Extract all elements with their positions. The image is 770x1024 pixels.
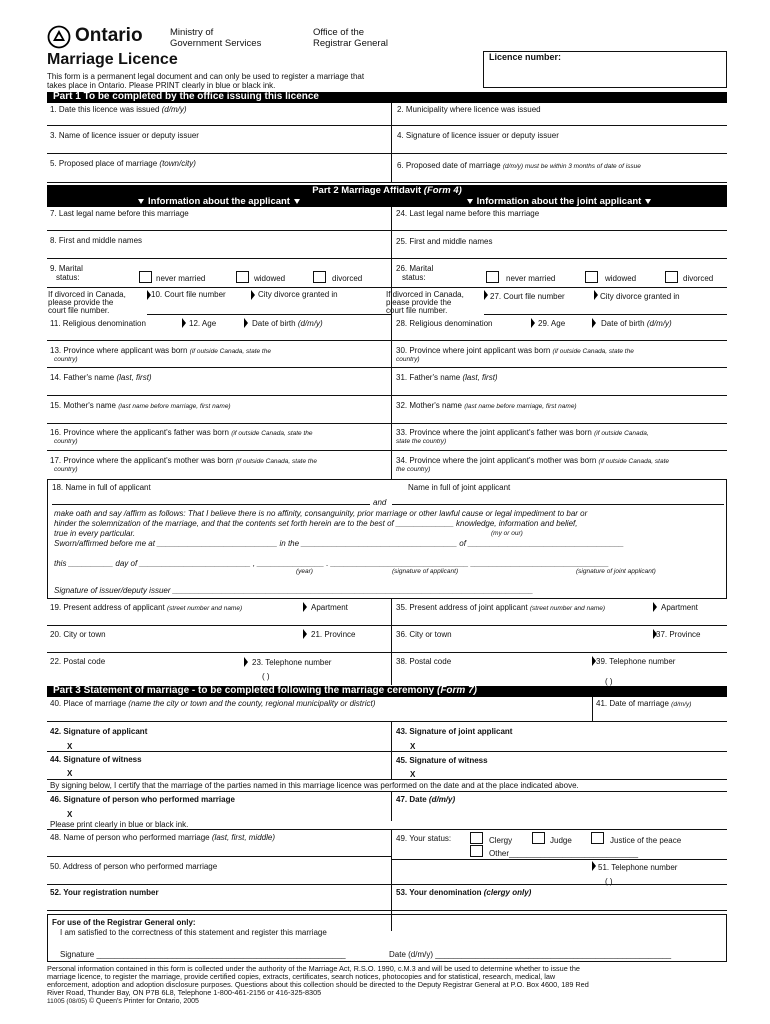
field-45-x[interactable]: X [410,770,416,779]
field-9-label: 9. Marital [50,264,83,273]
field-31-label: 31. Father's name (last, first) [396,373,498,382]
field-13-label: 13. Province where applicant was born (if outside Canada, state the [50,346,271,355]
registrar-date[interactable]: Date (d/m/y) _____________________________________________________ [389,950,672,959]
privacy-notice-4: River Road, Thunder Bay, ON P7B 6L8, Telephone 1-800-461-2156 or 416-325-8305 [47,988,322,997]
office-line1: Office of the [313,27,365,38]
field-27-label: 27. Court file number [490,292,565,301]
field-37-label: 37. Province [656,630,701,639]
field-35-line[interactable] [391,625,727,626]
judge-label: Judge [550,836,572,845]
field-11-label: 11. Religious denomination [50,319,146,328]
field-1-line[interactable] [47,125,391,126]
field-26-label: 26. Marital [396,264,434,273]
field-51-label: 51. Telephone number [598,863,678,872]
joint-divorced-label: divorced [683,274,714,283]
joint-never-married-checkbox[interactable] [486,271,499,283]
print-clearly-note: Please print clearly in blue or black ink. [50,820,189,829]
widowed-label: widowed [254,274,286,283]
down-arrow-icon [294,199,300,204]
joint-divorce-note-2: please provide the [386,298,452,307]
field-19-line[interactable] [47,625,391,626]
field-32-line[interactable] [391,423,727,424]
field-43-x[interactable]: X [410,742,416,751]
never-married-label: never married [156,274,206,283]
office-line2: Registrar General [313,38,388,49]
my-or-our: (my or our) [491,530,523,537]
field-25-line[interactable] [391,258,727,259]
arrow-icon [531,318,535,328]
field-43-label: 43. Signature of joint applicant [396,727,513,736]
joint-divorce-note-3: court file number. [386,306,448,315]
intro-line2: takes place in Ontario. Please PRINT clearly in blue or black ink. [47,81,276,90]
field-29-label: 29. Age [538,319,566,328]
field-35-label: 35. Present address of joint applicant (street number and name) [396,603,606,612]
widowed-checkbox[interactable] [236,271,249,283]
field-47-label: 47. Date (d/m/y) [396,795,456,804]
field-22-label: 22. Postal code [50,657,106,666]
part1-header: Part 1 To be completed by the office issuing this licence [47,92,727,103]
field-49-label: 49. Your status: [396,834,452,843]
field-53-label: 53. Your denomination (clergy only) [396,888,532,897]
divorce-note-1: If divorced in Canada, [48,290,126,299]
field-28-label: 28. Religious denomination [396,319,493,328]
print-clearly-line [47,829,727,830]
joint-apartment-label: Apartment [661,603,698,612]
field-8-line[interactable] [47,258,391,259]
ministry-line1: Ministry of [170,27,214,38]
down-arrow-icon [138,199,144,204]
address-divider [391,599,392,685]
joint-divorce-line[interactable] [484,314,727,315]
field-24-line[interactable] [391,230,727,231]
field-33-hint: state the country) [396,438,447,445]
joint-widowed-label: widowed [605,274,637,283]
other-label[interactable]: Other_____________________________ [489,849,639,858]
field-16-hint: country) [54,438,78,445]
arrow-icon [244,657,248,667]
licence-number-label: Licence number: [489,52,562,62]
arrow-icon [484,290,488,300]
field-10-label: 10. Court file number [151,290,226,299]
registrar-signature[interactable]: Signature ________________________________________________________ [60,950,346,959]
form-title: Marriage Licence [47,51,178,68]
arrow-icon [653,602,657,612]
arrow-icon [303,602,307,612]
telephone-paren[interactable]: ( ) [262,672,270,681]
field-5-line[interactable] [47,182,391,183]
field-24-label: 24. Last legal name before this marriage [396,209,540,218]
field-36-line[interactable] [391,652,727,653]
ontario-trillium-logo [47,25,71,49]
joint-telephone-paren[interactable]: ( ) [605,677,613,686]
arrow-icon [251,290,255,300]
part3-header: Part 3 Statement of marriage - to be completed following the marriage ceremony (Form 7) [47,686,727,697]
oath-line-1: make oath and say /affirm as follows: That I believe there is no affinity, consanguinity, prior marriage or other lawful cause or legal impediment to bar or [54,509,588,518]
joint-signature-caption: (signature of joint applicant) [576,568,656,575]
privacy-notice-1: Personal information contained in this form is collected under the authority of the Marriage Act, R.S.O. 1990, c.M.3 and will be used to determine whether to issue the [47,964,580,973]
field-19-label: 19. Present address of applicant (street number and name) [50,603,243,612]
clergy-checkbox[interactable] [470,832,483,844]
field-14-line[interactable] [47,395,391,396]
field-48-label: 48. Name of person who performed marriage (last, first, middle) [50,833,275,842]
field-50-label: 50. Address of person who performed marriage [50,862,218,871]
divorce-note-2: please provide the [48,298,114,307]
field-2-line[interactable] [391,125,727,126]
signature-line-1 [47,751,727,752]
year-caption: (year) [296,568,313,575]
field-38-label: 38. Postal code [396,657,452,666]
privacy-notice-3: enforcement, adoption and adoption disclosure purposes. Questions about this collection should be directed to the Deputy Registrar General at P.O. Box 4600, 189 Red [47,980,589,989]
field-41-divider [592,697,593,721]
field-40-line[interactable] [47,721,727,722]
field-31-line[interactable] [391,395,727,396]
part3-divider [391,721,392,779]
arrow-icon [592,861,596,871]
justice-of-peace-label: Justice of the peace [610,836,682,845]
field-42-label: 42. Signature of applicant [50,727,148,736]
field-20-line[interactable] [47,652,391,653]
intro-line1: This form is a permanent legal document and can only be used to register a marriage that [47,72,365,81]
field-9-line [47,287,391,288]
field-39-label: 39. Telephone number [596,657,676,666]
field-46-x[interactable]: X [67,810,73,819]
this-day-line[interactable]: this __________ day of _________________________ , _______________ . _______________________________ _______________________________ [54,559,609,568]
registrar-text: I am satisfied to the correctness of this statement and register this marriage [60,928,327,937]
applicant-name-line[interactable] [52,504,370,505]
arrow-icon [594,290,598,300]
arrow-icon [182,318,186,328]
field-30-hint: country) [396,356,420,363]
field-20-label: 20. City or town [50,630,106,639]
field-41-label: 41. Date of marriage (d/m/y) [596,699,692,708]
field-11-line[interactable] [47,340,391,341]
field-30-label: 30. Province where joint applicant was born (if outside Canada, state the [396,346,634,355]
arrow-icon [244,318,248,328]
judge-checkbox[interactable] [532,832,545,844]
issuer-signature-line[interactable]: Signature of issuer/deputy issuer _________________________________________________________________________________ [54,586,534,595]
part2-header: Part 2 Marriage Affidavit (Form 4) Information about the applicant Information about the joint applicant [47,185,727,207]
oath-line-3: true in every particular. [54,529,136,538]
dob-label: Date of birth (d/m/y) [252,319,323,328]
clergy-label: Clergy [489,836,513,845]
field-12-label: 12. Age [189,319,217,328]
field-36-label: 36. City or town [396,630,452,639]
field-7-label: 7. Last legal name before this marriage [50,209,189,218]
joint-applicant-name-line[interactable] [392,504,724,505]
certification-text: By signing below, I certify that the marriage of the parties named in this marriage licence was performed on the date and at the place indicated above. [50,781,579,790]
registrar-title: For use of the Registrar General only: [52,918,196,927]
field-3-line[interactable] [47,153,391,154]
apartment-label: Apartment [311,603,348,612]
field-30-line[interactable] [391,367,727,368]
form-code: 11005 (08/05) © Queen's Printer for Ontario, 2005 [47,998,199,1005]
field-40-label: 40. Place of marriage (name the city or town and the county, regional municipality or district) [50,699,376,708]
joint-widowed-checkbox[interactable] [585,271,598,283]
ministry-line2: Government Services [170,38,262,49]
and-text: and [373,498,387,507]
sworn-line[interactable]: Sworn/affirmed before me at ___________________________ in the ___________________________________ of ___________________________________ [54,539,624,548]
field-13-hint: country) [54,356,78,363]
field-5-label: 5. Proposed place of marriage (town/city) [50,159,196,168]
down-arrow-icon [645,199,651,204]
field-13-line[interactable] [47,367,391,368]
arrow-icon [303,629,307,639]
oath-line-2: hinder the solemnization of the marriage, and that the contents set forth herein are to the best of _____________ knowledge, information and belief, [54,519,578,528]
joint-divorce-note-1: If divorced in Canada, [386,290,464,299]
field-26-line [391,287,727,288]
field-16-label: 16. Province where the applicant's father was born (if outside Canada, state the [50,428,313,437]
field-14-label: 14. Father's name (last, first) [50,373,152,382]
field-6-line[interactable] [391,182,727,183]
field-33-line[interactable] [391,450,727,451]
field-28-line[interactable] [391,340,727,341]
field-26-status: status: [402,273,426,282]
field-44-x[interactable]: X [67,769,73,778]
justice-of-peace-checkbox[interactable] [591,832,604,844]
privacy-notice-2: marriage licence, to register the marriage, provide certified copies, extracts, certificates, search notices, photocopies and for statistical, research, medical, law [47,972,556,981]
field-23-label: 23. Telephone number [252,658,332,667]
arrow-icon [592,318,596,328]
applicant-signature-caption: (signature of applicant) [392,568,459,575]
joint-never-married-label: never married [506,274,556,283]
city-divorce-label: City divorce granted in [258,290,338,299]
ontario-logo-text: Ontario [75,25,143,46]
field-6-label: 6. Proposed date of marriage (d/m/y) must be within 3 months of date of issue [397,161,641,170]
field-25-label: 25. First and middle names [396,237,493,246]
joint-city-divorce-label: City divorce granted in [600,292,680,301]
never-married-checkbox[interactable] [139,271,152,283]
field-16-line[interactable] [47,450,391,451]
down-arrow-icon [467,199,473,204]
divorce-note-3: court file number. [48,306,110,315]
field-34-label: 34. Province where the joint applicant's mother was born (if outside Canada, state [396,456,670,465]
field-18-label: 18. Name in full of applicant [52,483,151,492]
field-3-label: 3. Name of licence issuer or deputy issuer [50,131,199,140]
joint-dob-label: Date of birth (d/m/y) [601,319,672,328]
field-48-line[interactable] [47,856,391,857]
part2-divider [391,207,392,479]
signature-line-2 [47,779,727,780]
certification-line [47,791,727,792]
field-18-joint-label: Name in full of joint applicant [408,483,511,492]
divorced-checkbox[interactable] [313,271,326,283]
field-1-label: 1. Date this licence was issued (d/m/y) [50,105,187,114]
field-15-line[interactable] [47,423,391,424]
field-44-label: 44. Signature of witness [50,755,142,764]
field-46-label: 46. Signature of person who performed marriage [50,795,235,804]
field-17-label: 17. Province where the applicant's mother was born (if outside Canada, state the [50,456,317,465]
divorce-line[interactable] [147,314,391,315]
field-45-label: 45. Signature of witness [396,756,488,765]
other-checkbox[interactable] [470,845,483,857]
field-52-label: 52. Your registration number [50,888,159,897]
field-17-hint: country) [54,466,78,473]
field-21-label: 21. Province [311,630,356,639]
field-42-x[interactable]: X [67,742,73,751]
field-7-line[interactable] [47,230,391,231]
field-50-line[interactable] [47,884,727,885]
joint-divorced-checkbox[interactable] [665,271,678,283]
field-49-line [391,859,727,860]
divorced-label: divorced [332,274,363,283]
field-15-label: 15. Mother's name (last name before marriage, first name) [50,401,231,410]
field-4-label: 4. Signature of licence issuer or deputy issuer [397,131,559,140]
field-47-divider [391,791,392,821]
part1-divider [391,103,392,183]
field-52-line[interactable] [47,910,727,911]
field-4-line[interactable] [391,153,727,154]
field-9-status: status: [56,273,80,282]
performer-telephone-paren[interactable]: ( ) [605,877,613,886]
field-34-hint: the country) [396,466,431,473]
field-2-label: 2. Municipality where licence was issued [397,105,541,114]
field-32-label: 32. Mother's name (last name before marriage, first name) [396,401,577,410]
field-8-label: 8. First and middle names [50,236,143,245]
field-33-label: 33. Province where the joint applicant's father was born (if outside Canada, [396,428,649,437]
